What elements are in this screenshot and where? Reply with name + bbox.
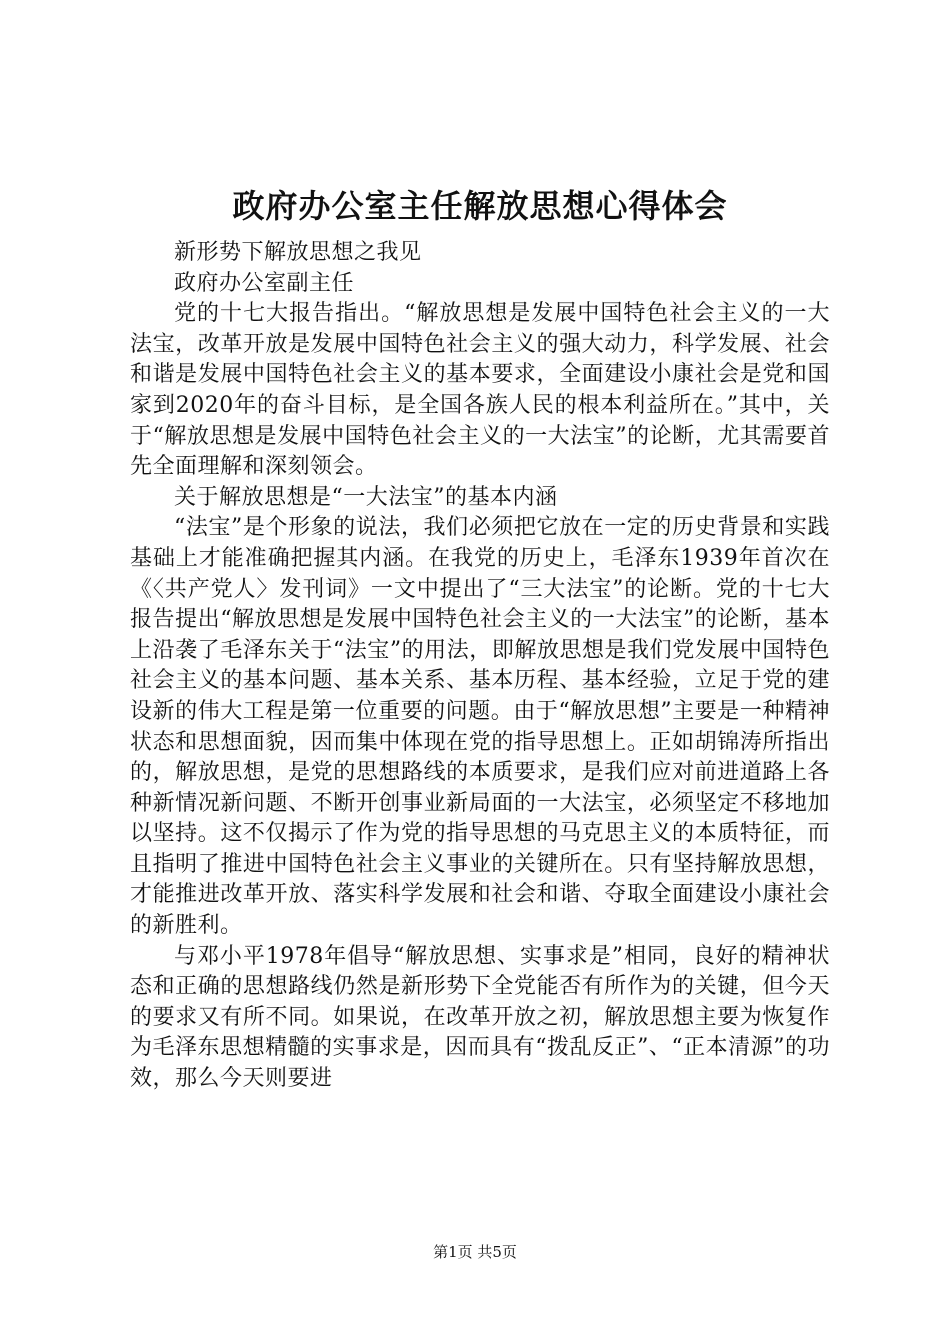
section-heading: 关于解放思想是“一大法宝”的基本内涵 [174,484,558,510]
body-paragraph: “法宝”是个形象的说法，我们必须把它放在一定的历史背景和实践基础上才能准确把握其内涵。在我党的历史上，毛泽东1939年首次在《〈共产党人〉发刊词》一文中提出了“三大法宝”的论断。党的十七大报告提出“解放思想是发展中国特色社会主义的一大法宝”的论断，基本上沿袭了毛泽东关于“法宝”的用法，即解放思想是我们党发展中国特色社会主义的基本问题、基本关系、基本历程、基本经验，立足于党的建设新的伟大工程是第一位重要的问题。由于“解放思想”主要是一种精神状态和思想面貌，因而集中体现在党的指导思想上。正如胡锦涛所指出的，解放思想，是党的思想路线的本质要求，是我们应对前进道路上各种新情况新问题、不断开创事业新局面的一大法宝，必须坚定不移地加以坚持。这不仅揭示了作为党的指导思想的马克思主义的本质特征，而且指明了推进中国特色社会主义事业的关键所在。只有坚持解放思想，才能推进改革开放、落实科学发展和社会和谐、夺取全面建设小康社会的新胜利。 [130,515,830,939]
page-footer: 第1页 共5页 [433,1243,517,1261]
document-title: 政府办公室主任解放思想心得体会 [232,187,728,225]
document-body [130,178,830,1095]
body-paragraph: 与邓小平1978年倡导“解放思想、实事求是”相同，良好的精神状态和正确的思想路线仍然是新形势下全党能否有所作为的关键，但今天的要求又有所不同。如果说，在改革开放之初，解放思想主要为恢复作为毛泽东思想精髓的实事求是，因而具有“拨乱反正”、“正本清源”的功效，那么今天则要进 [130,943,830,1092]
body-paragraph: 党的十七大报告指出。“解放思想是发展中国特色社会主义的一大法宝，改革开放是发展中国特色社会主义的强大动力，科学发展、社会和谐是发展中国特色社会主义的基本要求，全面建设小康社会是党和国家到2020年的奋斗目标，是全国各族人民的根本利益所在。”其中，关于“解放思想是发展中国特色社会主义的一大法宝”的论断，尤其需要首先全面理解和深刻领会。 [130,301,830,480]
subtitle-paragraph: 新形势下解放思想之我见 [174,240,422,265]
author-paragraph: 政府办公室副主任 [174,270,355,296]
